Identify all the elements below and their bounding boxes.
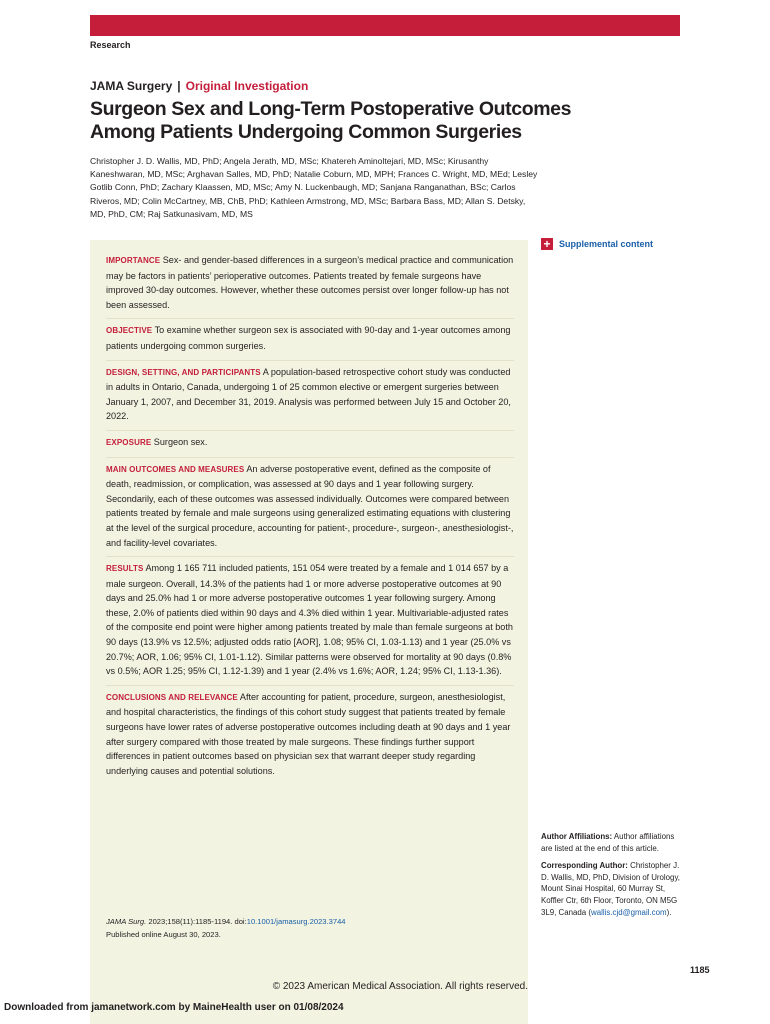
sidebar-info (541, 831, 681, 924)
corresponding-text: Christopher J. D. Wallis, MD, PhD, Division of Urology, Mount Sinai Hospital, 60 Murray St, Koffler Ctr, 6th Floor, Toronto, ON M5G 3L9, Canada ( (541, 861, 680, 917)
affiliations-label: Author Affiliations: (541, 832, 613, 841)
corresponding-email-link[interactable]: wallis.cjd@gmail.com (591, 907, 667, 917)
article-type: Original Investigation (185, 79, 309, 93)
abstract-text: Sex- and gender-based differences in a surgeon’s medical practice and communication may be factors in patients’ perioperative outcomes. Patients treated by female surgeons have improved 30-day outcomes. However, whether these outcomes persist over longer follow-up has not been assessed. (106, 255, 514, 310)
abstract-heading: RESULTS (106, 564, 144, 574)
abstract-content (106, 252, 514, 787)
journal-separator: | (177, 79, 181, 93)
abstract-heading: OBJECTIVE (106, 326, 153, 336)
abstract-objective (106, 322, 514, 360)
abstract-heading: DESIGN, SETTING, AND PARTICIPANTS (106, 367, 261, 377)
citation-block (106, 916, 486, 941)
abstract-text: A population-based retrospective cohort study was conducted in adults in Ontario, Canada, undergoing 1 of 25 common elective or emergent surgeries between January 1, 2007, and December 31, 2019. Analysis was performed between July 15 and October 20, 2022. (106, 366, 511, 422)
doi-link[interactable]: 10.1001/jamasurg.2023.3744 (246, 917, 346, 926)
abstract-conclusions (106, 689, 514, 785)
abstract-heading: MAIN OUTCOMES AND MEASURES (106, 464, 245, 474)
citation-journal: JAMA Surg. (106, 917, 147, 926)
citation-line (106, 916, 486, 929)
journal-line (90, 79, 308, 93)
corresponding-label: Corresponding Author: (541, 861, 628, 871)
published-date: Published online August 30, 2023. (106, 929, 221, 939)
abstract-text: Surgeon sex. (153, 436, 208, 447)
page-number: 1185 (690, 965, 710, 975)
abstract-text: An adverse postoperative event, defined as the composite of death, readmission, or complication, was assessed at 90 days and 1 year following surgery. Secondarily, each of these outcomes was assessed individually. Outcomes were compared between patients treated by female and male surgeons using generalized estimating equations with clustering at the level of the surgical procedure, accounting for patient-, procedure-, surgeon-, anesthesiologist-, and facility-level covariates. (106, 463, 514, 548)
journal-name: JAMA Surgery (90, 79, 173, 93)
author-affiliations (541, 831, 681, 854)
download-notice: Downloaded from jamanetwork.com by MaineHealth user on 01/08/2024 (4, 1002, 344, 1013)
abstract-heading: CONCLUSIONS AND RELEVANCE (106, 692, 238, 702)
abstract-heading: EXPOSURE (106, 437, 152, 447)
abstract-box (90, 240, 528, 1024)
abstract-exposure (106, 434, 514, 458)
article-title: Surgeon Sex and Long-Term Postoperative Outcomes Among Patients Undergoing Common Surgeries (90, 98, 572, 143)
abstract-text: Among 1 165 711 included patients, 151 054 were treated by a female and 1 014 657 by a male surgeon. Overall, 14.3% of the patients had 1 or more adverse postoperative outcomes at 90 days and 25.0% had 1 or more adverse postoperative outcomes 1 year following surgery. Among these, 2.0% of patients died within 90 days and 4.3% died within 1 year. Multivariable-adjusted rates of the composite end point were higher among patients treated by male than female surgeons at both 90 days (13.9% vs 12.5%; adjusted odds ratio [AOR], 1.08; 95% CI, 1.03-1.13) and 1 year (25.0% vs 20.7%; AOR, 1.06; 95% CI, 1.01-1.12). Similar patterns were observed for mortality at 90 days (0.8% vs 0.5%; AOR 1.25; 95% CI, 1.12-1.39) and 1 year (2.4% vs 1.6%; AOR, 1.24; 95% CI, 1.13-1.36). (106, 563, 513, 677)
corresponding-suffix: ). (666, 907, 672, 917)
abstract-results (106, 560, 514, 686)
abstract-text: To examine whether surgeon sex is associated with 90-day and 1-year outcomes among patients undergoing common surgeries. (106, 325, 511, 351)
citation-ref: 2023;158(11):1185-1194. doi: (148, 917, 247, 926)
author-list: Christopher J. D. Wallis, MD, PhD; Angela Jerath, MD, MSc; Khatereh Aminoltejari, MD, MSc; Kirusanthy Kaneshwaran, MD, MSc; Arghavan Salles, MD, PhD; Natalie Coburn, MD, MPH; Frances C. Wright, MD, MEd; Lesley Gotlib Conn, PhD; Zachary Klaassen, MD, MSc; Amy N. Luckenbaugh, MD; Sanjana Ranganathan, BSc; Carlos Riveros, MD; Colin McCartney, MB, ChB, PhD; Kathleen Armstrong, MD, MSc; Barbara Bass, MD; Allan S. Detsky, MD, PhD, CM; Raj Satkunasivam, MD, MS (90, 156, 538, 219)
header-color-bar (90, 15, 680, 36)
supplemental-content-label[interactable]: Supplemental content (559, 239, 654, 249)
supplemental-content-link[interactable] (541, 238, 653, 250)
abstract-heading: IMPORTANCE (106, 256, 161, 265)
abstract-importance (106, 252, 514, 319)
section-label: Research (90, 40, 131, 50)
plus-icon: + (541, 238, 553, 250)
corresponding-author (541, 860, 681, 918)
abstract-text: After accounting for patient, procedure, surgeon, anesthesiologist, and hospital characteristics, the findings of this cohort study suggest that patients treated by female surgeons have lower rates of adverse postoperative outcomes including death at 90 days and 1 year after surgery compared with those treated by male surgeons. These findings further support differences in patient outcomes based on physician sex that warrant deeper study regarding underlying causes and potential solutions. (106, 691, 511, 776)
abstract-design (106, 364, 514, 431)
copyright-notice: © 2023 American Medical Association. All rights reserved. (272, 981, 528, 992)
affiliations-text: Author affiliations are listed at the end of this article. (541, 832, 675, 853)
abstract-outcomes (106, 461, 514, 558)
